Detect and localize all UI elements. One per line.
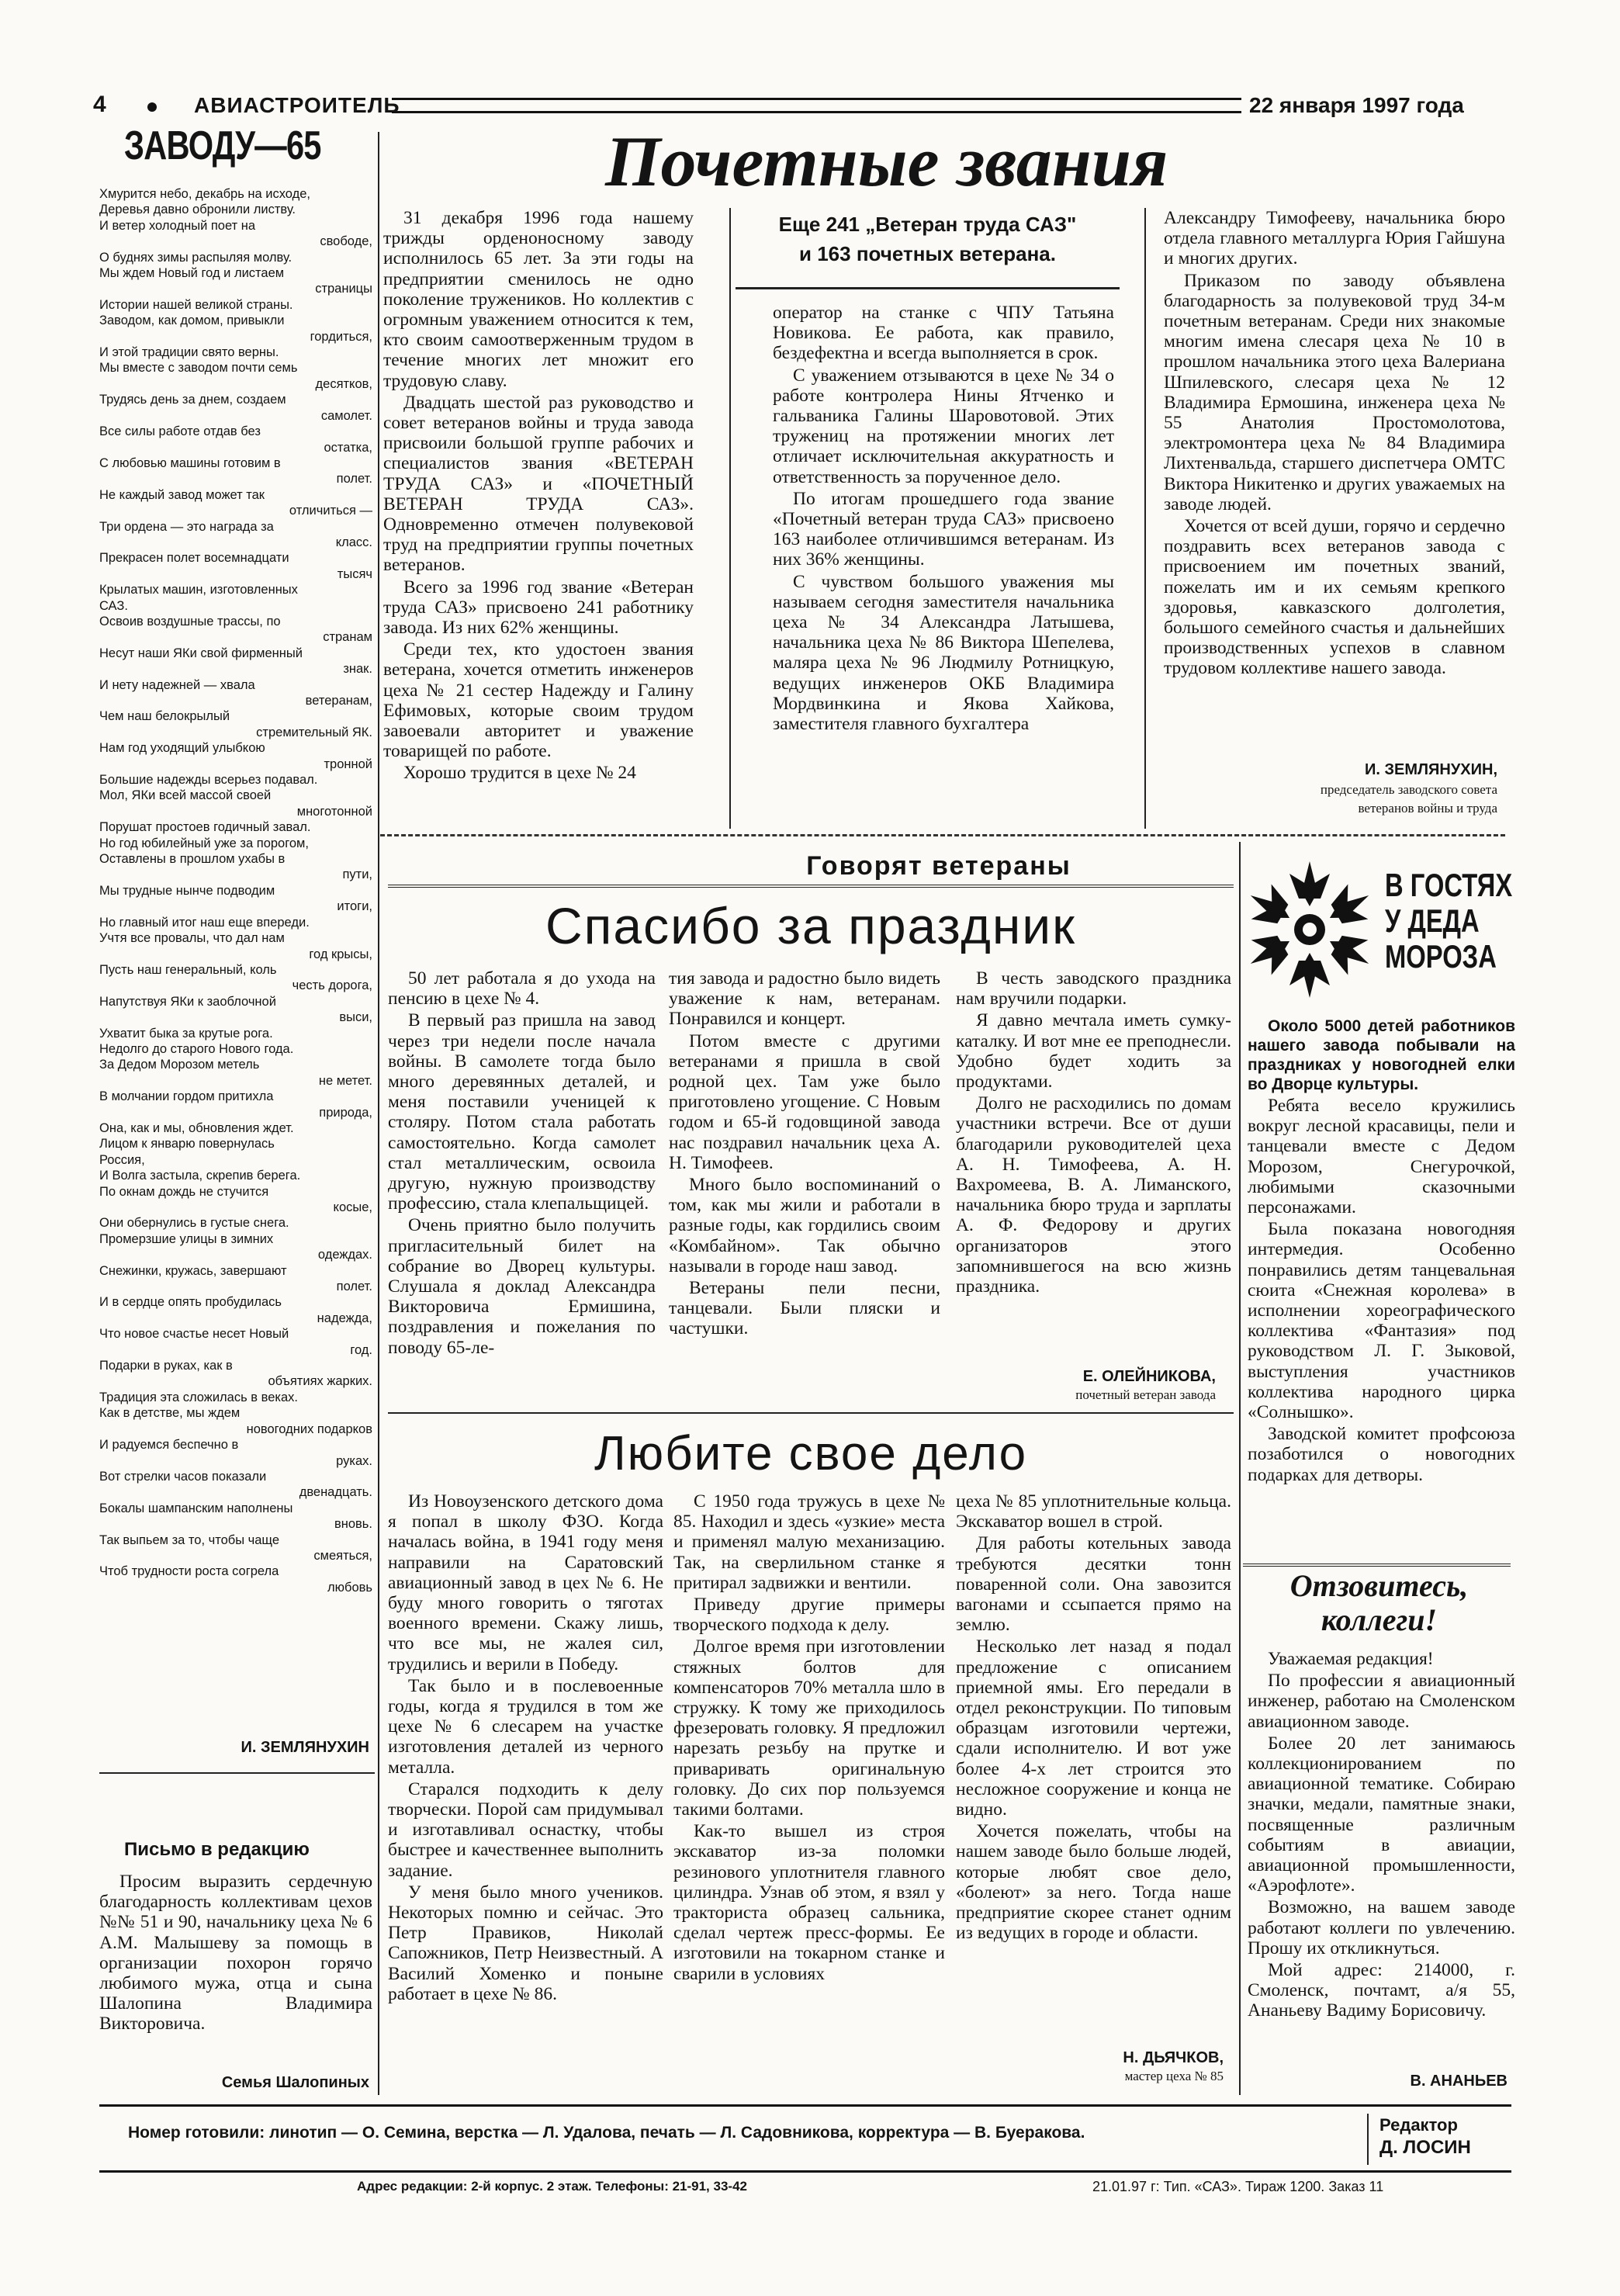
poem-line: Нам год уходящий улыбкою — [99, 741, 265, 756]
poem-line: Мы трудные нынче подводим — [99, 883, 275, 898]
veterans-col-1 — [388, 968, 656, 1359]
poem-line: Чтоб трудности роста согрела — [99, 1564, 279, 1579]
honors-c1-p2: Двадцать шестой раз руководство и совет ветеранов войны и труда завода присвоили большой группе рабочих и специалистов звания «ВЕТЕРАН ТРУДА САЗ» и «ПОЧЕТНЫЙ ВЕТЕРАН ТРУДА САЗ». Одновременно отмечен полувековой труд на предприятии группы почетных ветеранов. — [383, 392, 694, 576]
poem-line: Подарки в руках, как в — [99, 1359, 233, 1373]
poem-line: Хмурится небо, декабрь на исходе, — [99, 187, 311, 201]
frost-body — [1248, 1016, 1515, 1487]
poem-line: тронной — [324, 757, 372, 771]
poem-line: смеяться, — [313, 1548, 372, 1563]
honors-divider-2 — [1144, 208, 1146, 829]
poem-line: За Дедом Морозом метель — [99, 1058, 260, 1072]
poem-line: Порушат простоев годичный завал. — [99, 820, 311, 835]
work-c3-p3: Несколько лет назад я подал предложение с описанием приемной ямы. Его передали в отдел реконструкции. По типовым образцам изготовили чертежи, сдали исполнителю. И вот уже более 4-х лет строится это несложное сооружение и конца не видно. — [956, 1636, 1231, 1820]
poem-line: итоги, — [337, 899, 372, 914]
poem-line: год крысы, — [309, 947, 372, 961]
editor-name: Д. ЛОСИН — [1379, 2137, 1471, 2158]
poem-line: Но главный итог наш еще впереди. — [99, 915, 310, 930]
poem-line: В молчании гордом притихла — [99, 1089, 274, 1104]
poem-divider — [99, 1772, 375, 1774]
footer-top-rule — [99, 2104, 1511, 2107]
poem-line: природа, — [319, 1105, 372, 1120]
poem-line: Лицом к январю повернулась — [99, 1137, 275, 1151]
poem-line: знак. — [343, 662, 372, 677]
poem-line: любовь — [327, 1580, 372, 1595]
left-column-divider — [378, 132, 379, 2095]
veterans-c2-p4: Ветераны пели песни, танцевали. Были пляски и частушки. — [669, 1278, 940, 1339]
poem-line: Напутствуя ЯКи к заоблочной — [99, 994, 276, 1009]
poem-line: И нету надежней — хвала — [99, 677, 255, 692]
poem-line: И в сердце опять пробудилась — [99, 1295, 282, 1310]
poem-line: Традиция эта сложилась в веках. — [99, 1390, 298, 1404]
honors-c1-p5: Хорошо трудится в цехе № 24 — [403, 763, 636, 784]
poem-line: честь дорога, — [292, 978, 372, 993]
work-c3-p2: Для работы котельных завода требуются десятки тонн поваренной соли. Она завозится вагонами и ссыпается прямо на землю. — [956, 1533, 1231, 1636]
honors-c1-p3: Всего за 1996 год звание «Ветеран труда САЗ» присвоено 241 работнику завода. Из них 62% женщины. — [383, 577, 694, 639]
poem-line: САЗ. — [99, 598, 128, 613]
honors-c2-p4: С чувством большого уважения мы называем сегодня заместителя начальника цеха № 34 Александра Латышева, начальника цеха № 86 Виктора Шепелева, маляра цеха № 96 Людмилу Ротницкую, ведущих инженеров ОКБ Владимира Мордвинкина и Якова Хайкова, заместителя главного бухгалтера — [773, 571, 1114, 735]
poem-line: Мы ждем Новый год и листаем — [99, 266, 285, 281]
honors-author-role-2: ветеранов войны и труда — [1358, 801, 1497, 816]
poem-line: Несут наши ЯКи свой фирменный — [99, 646, 303, 660]
footer-print-info: 21.01.97 г: Тип. «САЗ». Тираж 1200. Заказ 11 — [1092, 2179, 1384, 2194]
frost-title-3: МОРОЗА — [1385, 938, 1497, 975]
poem-line: И ветер холодный поет на — [99, 218, 256, 233]
poem-line: Россия, — [99, 1152, 145, 1167]
header-rule — [392, 98, 1241, 113]
poem-line: пути, — [342, 867, 372, 882]
poem-line: И радуемся беспечно в — [99, 1438, 239, 1453]
poem-line: Большие надежды всерьез подавал. — [99, 773, 318, 788]
page-number: 4 — [93, 92, 106, 117]
poem-line: Крылатых машин, изготовленных — [99, 583, 298, 597]
poem-line: остатка, — [324, 440, 372, 455]
header-dot — [147, 102, 157, 112]
poem-line: год. — [350, 1342, 372, 1357]
veterans-c2-p1: тия завода и радостно было видеть уважение к нам, ветеранам. Понравился и концерт. — [669, 968, 940, 1030]
poem-line: Как в детстве, мы ждем — [99, 1406, 241, 1421]
work-c2-p2: Приведу другие примеры творческого подхода к делу. — [673, 1595, 945, 1636]
work-c2-p4: Как-то вышел из строя экскаватор из-за поломки резинового уплотнителя главного цилиндра. Узнав об этом, я взял у тракториста образец сальника, сделал чертеж пресс-формы. Ее изготовили на токарном станке и сварили в условиях — [673, 1821, 945, 1984]
colleagues-p5: Мой адрес: 214000, г. Смоленск, почтамт, а/я 55, Ананьеву Вадиму Борисовичу. — [1248, 1960, 1515, 2021]
work-author-role: мастер цеха № 85 — [1124, 2069, 1224, 2083]
snowflake-icon — [1240, 860, 1379, 999]
work-c3-p1: цеха № 85 уплотнительные кольца. Экскаватор вошел в строй. — [956, 1491, 1231, 1532]
poem-line: Мы вместе с заводом почти семь — [99, 361, 298, 376]
poem-line: отличиться — — [289, 504, 372, 518]
veterans-rubric: Говорят ветераны — [806, 851, 1071, 881]
honors-c1-p1: 31 декабря 1996 года нашему трижды орденоносному заводу исполнилось 65 лет. За эти годы на предприятии сменилось не одно поколение тружеников. Но коллектив с огромным уважением относится к тем, кто своим самоотверженным трудом в течение многих лет множит его трудовую славу. — [383, 208, 694, 391]
poem-line: многотонной — [296, 804, 372, 819]
poem-line: Бокалы шампанским наполнены — [99, 1501, 293, 1515]
honors-subtitle-box — [736, 210, 1120, 289]
honors-author: И. ЗЕМЛЯНУХИН, — [1364, 761, 1497, 778]
poem-line: свободе, — [320, 234, 372, 249]
honors-c3-p2: Приказом по заводу объявлена благодарность за полувековой труд 34-м почетным ветеранам. Среди них знакомые многим имена слесаря цеха № 10 в прошлом начальника этого цеха Валериана Шпилевского, слесаря цеха № 12 Владимира Ермошина, инженера цеха № 55 Анатолия Простомолотова, электромонтера цеха № 84 Владимира Лихтенвальда, старшего диспетчера ОМТС Виктора Никитенко и других уважаемых на заводе людей. — [1164, 270, 1505, 514]
poem-line: Все силы работе отдав без — [99, 424, 261, 439]
poem-line: полет. — [336, 472, 372, 487]
veterans-c1-p1: 50 лет работала я до ухода на пенсию в цехе № 4. — [388, 968, 656, 1009]
poem-line: новогодних подарков — [246, 1422, 372, 1436]
poem-line: Заводом, как домом, привыкли — [99, 313, 285, 328]
veterans-c3-p1: В честь заводского праздника нам вручили подарки. — [956, 968, 1231, 1009]
honors-subtitle-1: Еще 241 „Ветеран труда САЗ" — [778, 213, 1077, 236]
veterans-col-3 — [956, 968, 1231, 1298]
poem-line: Трудясь день за днем, создаем — [99, 393, 286, 407]
issue-date: 22 января 1997 года — [1249, 93, 1464, 117]
poem-line: Промерзшие улицы в зимних — [99, 1231, 274, 1246]
honors-c2-p2: С уважением отзываются в цехе № 34 о работе контролера Нины Ятченко и гальваника Галины Шаровотовой. Этих тружениц на протяжении многих лет отличает исключительная аккуратность и ответственность за порученное дело. — [773, 365, 1114, 487]
letter-signature: Семья Шалопиных — [221, 2074, 369, 2091]
poem-line: Мол, ЯКи всей массой своей — [99, 788, 272, 803]
frost-title-1: В ГОСТЯХ — [1385, 867, 1513, 903]
poem-line: По окнам дождь не стучится — [99, 1184, 269, 1199]
colleagues-title-2: коллеги! — [1321, 1602, 1438, 1637]
honors-title: Почетные звания — [605, 122, 1168, 201]
poem-line: Что новое счастье несет Новый — [99, 1327, 289, 1342]
colleagues-author: В. АНАНЬЕВ — [1410, 2073, 1508, 2090]
work-c1-p4: У меня было много учеников. Некоторых помню и сейчас. Это Петр Правиков, Николай Сапожников, Петр Неизвестный. А Василий Хоменко и поныне работает в цехе № 86. — [388, 1882, 663, 2004]
poem-line: не метет. — [318, 1073, 372, 1088]
poem-line: Недолго до старого Нового года. — [99, 1041, 294, 1056]
work-c1-p1: Из Новоузенского детского дома я попал в школу ФЗО. Когда началась война, в 1941 году меня направили на Саратовский авиационный завод в цех № 6. Не буду много говорить о тяготах военного времени. Скажу лишь, что все мы, не жалея сил, трудились и верили в Победу. — [388, 1491, 663, 1674]
honors-bottom-rule — [380, 834, 1505, 836]
work-col-1 — [388, 1491, 663, 2006]
veterans-col-2 — [669, 968, 940, 1341]
work-c2-p1: С 1950 года тружусь в цехе № 85. Находил и здесь «узкие» места и применял малую механизацию. Так, на сверлильном станке я притирал задвижки и вентили. — [673, 1491, 945, 1593]
poem-line: Оставлены в прошлом ухабы в — [99, 852, 286, 867]
veterans-c3-p3: Долго не расходились по домам участники встречи. Все от души благодарили руководителей цеха А. Н. Тимофеева, А. Н. Вахромеева, В. А. Лиманского, начальника бюро труда и зарплаты А. Ф. Федорову и других организаторов этого запомнившегося на всю жизнь праздника. — [956, 1093, 1231, 1297]
veterans-rubric-line — [388, 885, 1234, 888]
poem-line: Учтя все провалы, что дал нам — [99, 931, 285, 946]
work-c3-p4: Хочется пожелать, чтобы на нашем заводе было больше людей, которые любят свое дело, «болеют» за него. Тогда наше предприятие скорее станет одним из ведущих в городе и области. — [956, 1821, 1231, 1944]
poem-line: объятиях жарких. — [268, 1374, 372, 1389]
frost-lead: Около 5000 детей работников нашего завода побывали на праздниках у новогодней елки во Дворце культуры. — [1248, 1017, 1515, 1093]
veterans-author-role: почетный ветеран завода — [1075, 1387, 1216, 1402]
poem-line: Прекрасен полет восемнадцати — [99, 551, 289, 566]
work-title: Любите свое дело — [594, 1427, 1028, 1480]
work-col-2 — [673, 1491, 945, 1986]
work-c1-p3: Старался подходить к делу творчески. Порой сам придумывал и изготавливал оснастку, чтобы быстрее и качественнее выполнить задание. — [388, 1778, 663, 1881]
work-author: Н. ДЬЯЧКОВ, — [1123, 2049, 1224, 2066]
poem-line: руках. — [336, 1453, 372, 1468]
colleagues-title-1: Отзовитесь, — [1289, 1568, 1469, 1603]
poem-line: косые, — [333, 1200, 372, 1214]
frost-p3: Заводской комитет профсоюза позаботился о новогодних подарках для детворы. — [1248, 1424, 1515, 1485]
poem-line: Освоив воздушные трассы, по — [99, 614, 281, 629]
honors-author-role-1: председатель заводского совета — [1320, 782, 1497, 797]
poem-line: Снежинки, кружась, завершают — [99, 1263, 287, 1278]
colleagues-p2: По профессии я авиационный инженер, работаю на Смоленском авиационном заводе. — [1248, 1671, 1515, 1732]
poem-line: Но год юбилейный уже за порогом, — [99, 836, 309, 850]
honors-subtitle-2: и 163 почетных ветерана. — [799, 242, 1056, 265]
poem-title: ЗАВОДУ—65 — [124, 123, 321, 168]
honors-col-2 — [773, 303, 1114, 736]
poem-line: стремительный ЯК. — [256, 725, 372, 739]
frost-p2: Была показана новогодняя интермедия. Особенно понравились детям танцевальная сюита «Снежная королева» в исполнении хореографического коллектива «Фантазия» под руководством Л. Г. Зыковой, выступления участников коллектива народного цирка «Солнышко». — [1248, 1219, 1515, 1423]
poem-line: гордиться, — [310, 329, 372, 344]
footer-credits: Номер готовили: линотип — О. Семина, верстка — Л. Удалова, печать — Л. Садовникова, корректура — В. Буеракова. — [128, 2124, 1085, 2142]
poem-line: самолет. — [320, 408, 372, 423]
poem-line: тысяч — [337, 566, 372, 581]
poem-line: Три ордена — это награда за — [99, 519, 274, 534]
right-column-divider — [1239, 842, 1241, 2095]
footer-editor-divider — [1367, 2114, 1369, 2165]
honors-c3-p1: Александру Тимофееву, начальника бюро отдела главного металлурга Юрия Гайшуна и многих других. — [1164, 208, 1505, 269]
poem-line: десятков, — [315, 376, 372, 391]
poem-author: И. ЗЕМЛЯНУХИН — [241, 1739, 369, 1756]
poem-line: Пусть наш генеральный, коль — [99, 962, 277, 977]
poem-body — [99, 186, 372, 1595]
poem-line: выси, — [339, 1010, 372, 1025]
veterans-c2-p3: Много было воспоминаний о том, как мы жили и работали в разные годы, как гордились своим «Комбайном». Так обычно называли в городе наш завод. — [669, 1175, 940, 1276]
honors-col-1 — [383, 208, 694, 785]
poem-line: С любовью машины готовим в — [99, 455, 281, 470]
poem-line: Она, как и мы, обновления ждет. — [99, 1120, 294, 1135]
colleagues-title — [1245, 1569, 1513, 1637]
poem-line: И Волга застыла, скрепив берега. — [99, 1169, 301, 1183]
poem-line: страницы — [315, 282, 372, 296]
footer-address: Адрес редакции: 2-й корпус. 2 этаж. Телефоны: 21-91, 33-42 — [357, 2179, 747, 2194]
poem-line: ветеранам, — [305, 694, 372, 708]
work-c2-p3: Долгое время при изготовлении стяжных болтов для компенсаторов 70% металла шло в стружку. К тому же приходилось фрезеровать головку. Я предложил нарезать резьбу на прутке и приваривать оригинальную головку. До сих пор пользуемся такими болтами. — [673, 1636, 945, 1820]
poem-line: класс. — [335, 535, 372, 549]
poem-line: И этой традиции свято верны. — [99, 345, 279, 360]
honors-col-3 — [1164, 208, 1505, 680]
paper-name: АВИАСТРОИТЕЛЬ — [194, 93, 400, 117]
frost-bottom-rule — [1243, 1564, 1511, 1567]
frost-title — [1385, 867, 1512, 975]
poem-line: Так выпьем за то, чтобы чаще — [99, 1532, 279, 1547]
veterans-c1-p2: В первый раз пришла на завод через три недели после начала войны. В самолете тогда было много деревянных деталей, и меня поставили ученицей к столяру. Потом стала работать самостоятельно. Когда самолет стал металлическим, освоила другую, нужную производству профессию, стала клепальщицей. — [388, 1010, 656, 1214]
work-c1-p2: Так было и в послевоенные годы, когда я трудился в том же цехе № 6 слесарем на участке изготовления деталей из черного металла. — [388, 1675, 663, 1778]
frost-title-2: У ДЕДА — [1385, 902, 1480, 939]
poem-line: полет. — [336, 1280, 372, 1294]
colleagues-p4: Возможно, на вашем заводе работают коллеги по увлечению. Прошу их откликнуться. — [1248, 1897, 1515, 1958]
veterans-author: Е. ОЛЕЙНИКОВА, — [1082, 1368, 1216, 1385]
poem-line: вновь. — [334, 1517, 372, 1532]
veterans-c2-p2: Потом вместе с другими ветеранами я пришла в свой родной цех. Там уже было приготовлено угощение. С Новым годом и 65-й годовщиной завода нас поздравил начальник цеха А. Н. Тимофеев. — [669, 1030, 940, 1173]
footer-bottom-rule — [99, 2170, 1511, 2173]
veterans-c1-p3: Очень приятно было получить пригласительный билет на собрание во Дворец культуры. Слушала я доклад Александра Викторовича Ермишина, поздравления и пожелания по поводу 65-ле- — [388, 1215, 656, 1358]
poem-line: двенадцать. — [299, 1485, 372, 1500]
colleagues-body — [1248, 1649, 1515, 2023]
honors-c2-p1: оператор на станке с ЧПУ Татьяна Новикова. Ее работа, как правило, бездефектна и всегда выполняется в срок. — [773, 303, 1114, 364]
poem-line: Ухватит быка за крутые рога. — [99, 1026, 273, 1041]
poem-line: одеждах. — [317, 1248, 372, 1262]
colleagues-p1: Уважаемая редакция! — [1268, 1649, 1434, 1669]
editor-label: Редактор — [1379, 2115, 1458, 2135]
work-col-3 — [956, 1491, 1231, 1945]
poem-line: надежда, — [317, 1311, 372, 1325]
honors-c3-p3: Хочется от всей души, горячо и сердечно поздравить всех ветеранов завода с присвоением им почетных званий, пожелать им и их семьям крепкого здоровья, кавказского долголетия, большого семейного счастья и дальнейших производственных успехов в славном трудовом коллективе нашего завода. — [1164, 516, 1505, 679]
poem-line: О буднях зимы распыляя молву. — [99, 250, 292, 265]
frost-p1: Ребята весело кружились вокруг лесной красавицы, пели и танцевали вместе с Дедом Морозом, Снегурочкой, любимыми сказочными персонажами. — [1248, 1096, 1515, 1218]
veterans-title: Спасибо за праздник — [545, 897, 1077, 954]
poem-line: Не каждый завод может так — [99, 487, 265, 502]
poem-line: Чем наш белокрылый — [99, 709, 230, 724]
veterans-bottom-rule — [388, 1412, 1234, 1414]
poem-line: Истории нашей великой страны. — [99, 297, 293, 312]
letter-title: Письмо в редакцию — [124, 1839, 310, 1860]
poem-line: Вот стрелки часов показали — [99, 1469, 267, 1484]
poem-line: странам — [323, 630, 372, 645]
colleagues-p3: Более 20 лет занимаюсь коллекционированием по авиационной тематике. Собираю значки, медали, памятные знаки, посвященные различным событиям в авиации, авиационной промышленности, «Аэрофлоте». — [1248, 1733, 1515, 1896]
letter-text: Просим выразить сердечную благодарность коллективам цехов №№ 51 и 90, начальнику цеха № 6 А.М. Малышеву за помощь в организации похорон горячо любимого мужа, отца и сына Шалопина Владимира Викторовича. — [99, 1872, 372, 2035]
veterans-c3-p2: Я давно мечтала иметь сумку-каталку. И вот мне ее преподнесли. Удобно будет ходить за продуктами. — [956, 1010, 1231, 1093]
poem-line: Деревья давно обронили листву. — [99, 203, 296, 217]
honors-divider-1 — [729, 208, 731, 829]
poem-line: Они обернулись в густые снега. — [99, 1216, 289, 1231]
honors-c1-p4: Среди тех, кто удостоен звания ветерана, хочется отметить инженеров цеха № 21 сестер Надежду и Галину Ефимовых, которые своим трудом завоевали авторитет и уважение товарищей по работе. — [383, 639, 694, 762]
honors-c2-p3: По итогам прошедшего года звание «Почетный ветеран труда САЗ» присвоено 163 наиболее отличившимся ветеранам. Из них 36% женщины. — [773, 488, 1114, 570]
